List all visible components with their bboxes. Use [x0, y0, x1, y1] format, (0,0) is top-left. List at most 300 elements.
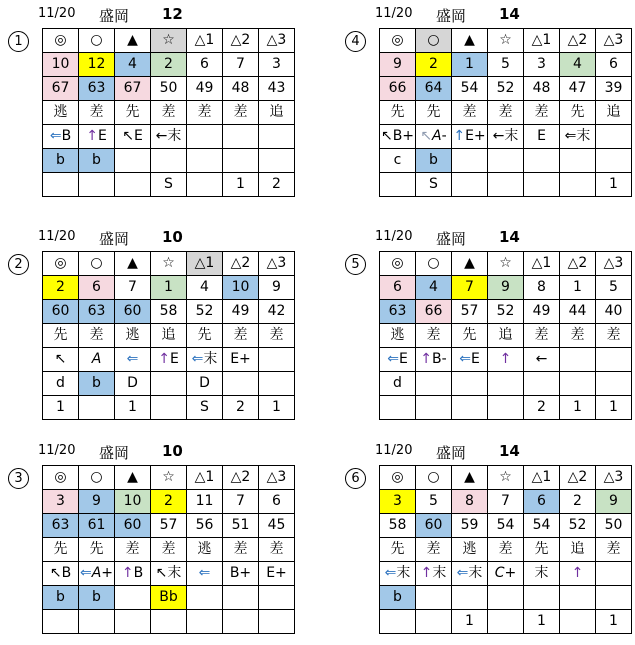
table-cell: 60 — [43, 300, 79, 324]
table-cell — [416, 396, 452, 420]
table-row — [43, 348, 295, 372]
table-cell — [596, 562, 632, 586]
table-cell — [151, 125, 187, 149]
prediction-table — [42, 28, 295, 197]
table-cell — [223, 149, 259, 173]
table-cell: 1 — [524, 610, 560, 634]
table-cell — [151, 348, 187, 372]
symbol-header-cell: △2 — [223, 29, 259, 53]
table-cell: 64 — [416, 77, 452, 101]
table-cell — [380, 173, 416, 197]
table-cell: 差 — [223, 538, 259, 562]
table-cell: 52 — [560, 514, 596, 538]
table-cell — [115, 125, 151, 149]
race-no: 14 — [499, 228, 520, 246]
table-cell — [488, 149, 524, 173]
race-date: 11/20 — [38, 229, 76, 244]
cell-text: ← — [155, 128, 168, 144]
prediction-table — [42, 465, 295, 634]
cell-text: 末 — [468, 565, 483, 581]
table-cell — [43, 562, 79, 586]
table-cell: 先 — [79, 538, 115, 562]
table-cell — [151, 396, 187, 420]
table-cell: 42 — [259, 300, 295, 324]
race-no: 14 — [499, 5, 520, 23]
direction-arrow: ↑ — [86, 128, 98, 144]
table-cell — [452, 173, 488, 197]
table-cell: 1 — [452, 610, 488, 634]
table-cell: E+ — [223, 348, 259, 372]
table-cell — [79, 348, 115, 372]
race-track: 盛岡 — [436, 444, 467, 462]
table-cell: b — [79, 149, 115, 173]
table-cell — [524, 348, 560, 372]
table-cell — [115, 173, 151, 197]
table-cell: E — [524, 125, 560, 149]
cell-text: E — [97, 128, 107, 144]
table-cell: S — [151, 173, 187, 197]
race-date: 11/20 — [375, 6, 413, 21]
table-cell: 逃 — [452, 538, 488, 562]
race-block-2 — [8, 227, 308, 427]
symbol-header-cell: △3 — [259, 29, 295, 53]
table-cell: 2 — [151, 490, 187, 514]
cell-text: ← — [492, 128, 505, 144]
symbol-header-cell: ○ — [416, 466, 452, 490]
symbol-header-cell: △2 — [560, 29, 596, 53]
table-cell: 54 — [488, 514, 524, 538]
symbol-header-cell: △1 — [187, 252, 223, 276]
table-cell — [187, 562, 223, 586]
table-cell: 57 — [452, 300, 488, 324]
table-cell: B+ — [223, 562, 259, 586]
table-row — [43, 324, 295, 348]
table-cell: 9 — [596, 490, 632, 514]
table-cell: 6 — [596, 53, 632, 77]
table-cell — [560, 610, 596, 634]
table-cell: 2 — [43, 276, 79, 300]
cell-text: B — [61, 128, 72, 144]
table-cell — [560, 149, 596, 173]
table-cell: 56 — [187, 514, 223, 538]
symbol-header-cell: ◎ — [43, 29, 79, 53]
table-cell: 9 — [488, 276, 524, 300]
table-cell — [596, 372, 632, 396]
table-cell — [488, 372, 524, 396]
direction-arrow: ⇐ — [49, 128, 62, 144]
table-cell: 63 — [43, 514, 79, 538]
table-cell — [187, 586, 223, 610]
table-cell — [596, 149, 632, 173]
symbol-header-cell: △3 — [259, 252, 295, 276]
table-cell — [259, 348, 295, 372]
cell-text: E — [398, 351, 408, 367]
table-row — [380, 77, 632, 101]
table-cell — [151, 610, 187, 634]
table-cell: 2 — [151, 53, 187, 77]
table-cell: 8 — [452, 490, 488, 514]
table-row — [43, 149, 295, 173]
table-cell: 44 — [560, 300, 596, 324]
table-cell: 61 — [79, 514, 115, 538]
table-row — [380, 610, 632, 634]
race-block-4 — [345, 4, 635, 204]
table-cell: 4 — [416, 276, 452, 300]
table-cell — [43, 610, 79, 634]
table-cell — [488, 173, 524, 197]
table-body — [380, 252, 632, 420]
table-cell: d — [380, 372, 416, 396]
table-cell — [416, 562, 452, 586]
table-cell — [452, 348, 488, 372]
table-cell: 1 — [596, 173, 632, 197]
table-cell: 6 — [187, 53, 223, 77]
symbol-header-cell: ▲ — [115, 466, 151, 490]
direction-arrow: ⇐ — [456, 565, 469, 581]
race-number-badge: 5 — [345, 254, 366, 275]
table-cell: 6 — [524, 490, 560, 514]
table-body — [380, 29, 632, 197]
table-row — [380, 562, 632, 586]
table-cell: 2 — [524, 396, 560, 420]
symbol-header-cell: △1 — [524, 252, 560, 276]
prediction-table — [42, 251, 295, 420]
symbol-header-cell: ☆ — [151, 29, 187, 53]
table-cell: 63 — [380, 300, 416, 324]
table-cell: D — [187, 372, 223, 396]
table-cell — [223, 125, 259, 149]
symbol-header-cell: ▲ — [115, 252, 151, 276]
race-number-badge: 6 — [345, 468, 366, 489]
table-cell: 追 — [259, 101, 295, 125]
symbol-header-row — [43, 466, 295, 490]
table-cell: c — [380, 149, 416, 173]
race-no: 14 — [499, 442, 520, 460]
table-cell: 1 — [560, 276, 596, 300]
table-row — [43, 53, 295, 77]
table-cell — [560, 586, 596, 610]
direction-arrow: ↑ — [499, 351, 512, 367]
table-cell: 50 — [151, 77, 187, 101]
table-cell: 逃 — [187, 538, 223, 562]
symbol-header-cell: △2 — [560, 466, 596, 490]
table-row — [380, 276, 632, 300]
table-cell — [380, 562, 416, 586]
table-cell — [259, 610, 295, 634]
table-cell: 48 — [524, 77, 560, 101]
table-cell: 先 — [43, 324, 79, 348]
cell-text: B- — [432, 351, 447, 367]
prediction-table — [379, 28, 632, 197]
table-cell — [560, 348, 596, 372]
table-row — [43, 300, 295, 324]
cell-text: + — [504, 565, 517, 581]
race-date: 11/20 — [38, 6, 76, 21]
table-row — [380, 173, 632, 197]
symbol-header-row — [380, 252, 632, 276]
table-cell: E+ — [259, 562, 295, 586]
table-cell: 差 — [524, 101, 560, 125]
direction-arrow: ⇐ — [79, 565, 92, 581]
race-block-1 — [8, 4, 308, 204]
table-cell — [187, 149, 223, 173]
symbol-header-row — [380, 466, 632, 490]
table-cell: 差 — [416, 538, 452, 562]
symbol-header-cell: △2 — [560, 252, 596, 276]
table-row — [380, 586, 632, 610]
symbol-header-row — [380, 29, 632, 53]
table-row — [43, 538, 295, 562]
table-cell: 先 — [187, 324, 223, 348]
table-cell — [380, 396, 416, 420]
symbol-header-cell: ○ — [79, 252, 115, 276]
table-cell — [524, 586, 560, 610]
table-cell: 58 — [151, 300, 187, 324]
symbol-header-cell: ◎ — [380, 29, 416, 53]
symbol-header-cell: △3 — [596, 29, 632, 53]
table-cell — [452, 149, 488, 173]
table-cell — [115, 149, 151, 173]
table-cell: 7 — [488, 490, 524, 514]
symbol-header-cell: ☆ — [151, 252, 187, 276]
prediction-table — [379, 465, 632, 634]
table-cell — [380, 610, 416, 634]
symbol-header-cell: △2 — [223, 466, 259, 490]
table-body — [43, 252, 295, 420]
table-cell: 7 — [223, 490, 259, 514]
symbol-header-cell: ◎ — [380, 252, 416, 276]
cell-text: C — [494, 565, 505, 581]
cell-text: A — [91, 351, 102, 367]
table-cell: 先 — [115, 101, 151, 125]
table-cell — [524, 173, 560, 197]
table-cell: 1 — [115, 396, 151, 420]
table-cell: 先 — [380, 538, 416, 562]
table-cell: 2 — [259, 173, 295, 197]
table-cell — [488, 348, 524, 372]
race-date: 11/20 — [375, 443, 413, 458]
table-cell: 追 — [488, 324, 524, 348]
direction-arrow: ↑ — [571, 565, 584, 581]
race-track: 盛岡 — [99, 7, 130, 25]
table-cell: 差 — [416, 324, 452, 348]
table-cell: 63 — [79, 77, 115, 101]
race-track: 盛岡 — [436, 230, 467, 248]
table-row — [380, 348, 632, 372]
symbol-header-cell: △3 — [259, 466, 295, 490]
cell-text: ↖ — [155, 565, 168, 581]
table-cell: 1 — [43, 396, 79, 420]
table-cell: 2 — [416, 53, 452, 77]
cell-text: B+ — [392, 128, 415, 144]
table-cell: b — [416, 149, 452, 173]
symbol-header-cell: ○ — [79, 29, 115, 53]
table-body — [43, 29, 295, 197]
symbol-header-cell: △1 — [187, 466, 223, 490]
prediction-table — [379, 251, 632, 420]
table-cell: 60 — [115, 514, 151, 538]
race-track: 盛岡 — [99, 230, 130, 248]
table-cell: 先 — [380, 101, 416, 125]
cell-text: 末 — [167, 128, 182, 144]
symbol-header-cell: △1 — [187, 29, 223, 53]
table-cell: 9 — [380, 53, 416, 77]
table-cell: 差 — [259, 538, 295, 562]
table-cell — [115, 586, 151, 610]
table-cell: 3 — [524, 53, 560, 77]
table-cell — [79, 125, 115, 149]
table-cell — [596, 348, 632, 372]
table-body — [380, 466, 632, 634]
race-no: 10 — [162, 442, 183, 460]
table-cell — [79, 610, 115, 634]
cell-text: A — [91, 565, 102, 581]
table-cell — [259, 372, 295, 396]
table-cell: 60 — [416, 514, 452, 538]
table-cell: 67 — [115, 77, 151, 101]
symbol-header-cell: ☆ — [488, 29, 524, 53]
table-cell: 1 — [151, 276, 187, 300]
table-cell: 差 — [259, 324, 295, 348]
cell-text: + — [101, 565, 114, 581]
table-cell: 10 — [43, 53, 79, 77]
table-cell: 差 — [488, 538, 524, 562]
table-row — [380, 396, 632, 420]
direction-arrow: ⇐ — [387, 351, 399, 367]
direction-arrow: ⇐ — [384, 565, 397, 581]
table-cell: 先 — [452, 324, 488, 348]
table-row — [43, 125, 295, 149]
race-block-6 — [345, 441, 635, 641]
symbol-header-cell: ◎ — [43, 466, 79, 490]
table-cell: 差 — [79, 101, 115, 125]
symbol-header-cell: ○ — [79, 466, 115, 490]
table-cell: 66 — [416, 300, 452, 324]
table-cell: 先 — [560, 101, 596, 125]
table-cell — [560, 372, 596, 396]
cell-text: 末 — [432, 565, 447, 581]
table-cell: 54 — [452, 77, 488, 101]
table-cell — [416, 610, 452, 634]
table-cell: 6 — [79, 276, 115, 300]
table-cell: 45 — [259, 514, 295, 538]
table-row — [380, 490, 632, 514]
table-cell: 66 — [380, 77, 416, 101]
table-cell — [187, 125, 223, 149]
cell-text: ↖ — [122, 128, 134, 144]
table-cell: 52 — [187, 300, 223, 324]
table-cell — [151, 562, 187, 586]
cell-text: - — [441, 128, 447, 144]
table-cell: 39 — [596, 77, 632, 101]
table-cell — [488, 610, 524, 634]
table-cell: b — [43, 586, 79, 610]
cell-text: ↖ — [54, 351, 67, 367]
table-cell — [79, 396, 115, 420]
race-number-badge: 1 — [8, 31, 29, 52]
table-cell — [452, 562, 488, 586]
table-cell: 3 — [380, 490, 416, 514]
table-cell: 4 — [560, 53, 596, 77]
direction-arrow: ↑ — [158, 351, 170, 367]
table-cell: 追 — [596, 101, 632, 125]
table-row — [380, 149, 632, 173]
table-cell: 47 — [560, 77, 596, 101]
table-cell: b — [79, 586, 115, 610]
table-cell: 49 — [524, 300, 560, 324]
table-cell: 差 — [488, 101, 524, 125]
table-cell: 追 — [151, 324, 187, 348]
table-cell: 逃 — [115, 324, 151, 348]
table-cell: 差 — [151, 101, 187, 125]
table-cell: 差 — [524, 324, 560, 348]
cell-text: B — [61, 565, 72, 581]
table-cell — [524, 372, 560, 396]
table-cell: 3 — [259, 53, 295, 77]
table-cell — [596, 125, 632, 149]
table-cell — [560, 173, 596, 197]
table-cell: 6 — [380, 276, 416, 300]
table-cell — [488, 562, 524, 586]
table-cell: 7 — [223, 53, 259, 77]
table-cell — [416, 125, 452, 149]
symbol-header-cell: △2 — [223, 252, 259, 276]
table-cell: 6 — [259, 490, 295, 514]
symbol-header-cell: △1 — [524, 466, 560, 490]
direction-arrow: ↑ — [420, 565, 433, 581]
symbol-header-cell: ▲ — [452, 466, 488, 490]
table-row — [43, 562, 295, 586]
table-cell — [115, 610, 151, 634]
symbol-header-cell: ○ — [416, 29, 452, 53]
table-cell: 2 — [560, 490, 596, 514]
table-cell — [187, 610, 223, 634]
table-cell: 49 — [223, 300, 259, 324]
symbol-header-cell: ☆ — [488, 252, 524, 276]
table-cell: b — [380, 586, 416, 610]
table-cell — [380, 125, 416, 149]
table-cell: 差 — [596, 324, 632, 348]
direction-arrow: ↖ — [420, 128, 433, 144]
table-cell: S — [187, 396, 223, 420]
symbol-header-cell: △1 — [524, 29, 560, 53]
cell-text: 末 — [203, 351, 218, 367]
table-row — [43, 77, 295, 101]
table-cell: 差 — [115, 538, 151, 562]
race-date: 11/20 — [38, 443, 76, 458]
table-cell — [416, 348, 452, 372]
table-cell: 52 — [488, 300, 524, 324]
table-cell: 差 — [452, 101, 488, 125]
table-row — [380, 538, 632, 562]
table-row — [43, 396, 295, 420]
table-cell: 52 — [488, 77, 524, 101]
table-cell: 差 — [560, 324, 596, 348]
table-cell: 5 — [596, 276, 632, 300]
table-cell: 差 — [79, 324, 115, 348]
table-cell: 40 — [596, 300, 632, 324]
table-cell — [452, 372, 488, 396]
table-cell — [187, 173, 223, 197]
table-cell — [560, 125, 596, 149]
table-row — [380, 125, 632, 149]
table-cell: 63 — [79, 300, 115, 324]
table-cell: 60 — [115, 300, 151, 324]
race-block-5 — [345, 227, 635, 427]
race-no: 12 — [162, 5, 183, 23]
table-cell: 59 — [452, 514, 488, 538]
race-date: 11/20 — [375, 229, 413, 244]
